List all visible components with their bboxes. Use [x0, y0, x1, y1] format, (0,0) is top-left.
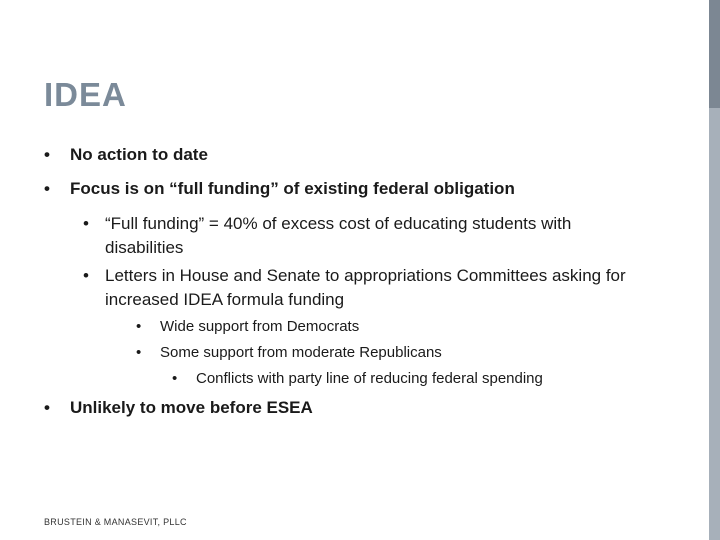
sub-sub-bullet-item [136, 318, 359, 335]
side-accent-bar-top [709, 0, 720, 108]
bullet-dot: • [136, 318, 142, 335]
bullet-text: Focus is on “full funding” of existing federal obligation [70, 179, 515, 198]
slide-title: IDEA [44, 76, 127, 113]
bullet-dot: • [44, 145, 50, 164]
bullet-item [44, 145, 208, 165]
bullet-text: Wide support from Democrats [160, 318, 360, 335]
side-accent-bar [709, 0, 720, 540]
sub-bullet-item [83, 264, 643, 312]
bullet-item [44, 179, 515, 199]
sub-bullet-item [83, 212, 643, 260]
bullet-text: Conflicts with party line of reducing federal spending [196, 370, 543, 387]
bullet-dot: • [172, 370, 178, 387]
bullet-item [44, 398, 313, 418]
bullet-text: Letters in House and Senate to appropriations Committees asking for increased IDEA formula funding [105, 266, 626, 309]
bullet-dot: • [44, 179, 50, 198]
bullet-dot: • [83, 214, 89, 233]
bullet-dot: • [136, 344, 142, 361]
bullet-dot: • [44, 398, 50, 417]
level4-bullet-item [172, 370, 543, 387]
footer-firm-name: BRUSTEIN & MANASEVIT, PLLC [44, 517, 187, 527]
bullet-text: Unlikely to move before ESEA [70, 398, 313, 417]
sub-sub-bullet-item [136, 344, 442, 361]
bullet-dot: • [83, 266, 89, 285]
bullet-text: Some support from moderate Republicans [160, 344, 442, 361]
bullet-text: No action to date [70, 145, 208, 164]
bullet-text: “Full funding” = 40% of excess cost of educating students with disabilities [105, 214, 572, 257]
